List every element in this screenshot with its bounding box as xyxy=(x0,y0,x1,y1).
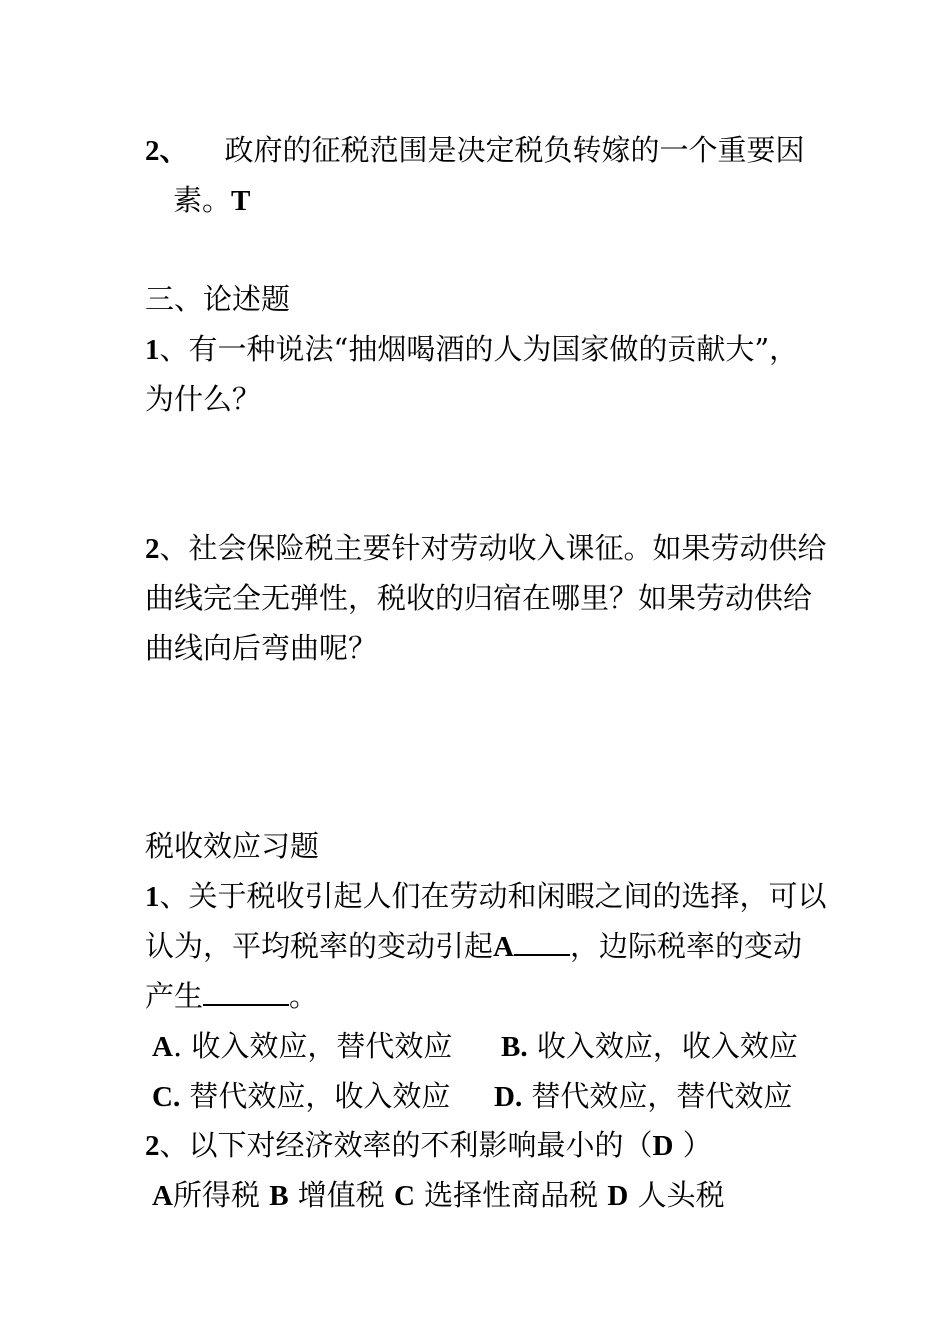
effects-option-b: B. 收入效应，收入效应 xyxy=(501,1029,798,1063)
fill-blank-2 xyxy=(203,974,289,1006)
effects-option-a: A. 收入效应，替代效应 xyxy=(152,1029,453,1063)
effects-question-2: 2、以下对经济效率的不利影响最小的（D ） xyxy=(145,1128,712,1162)
effects-question-2-options: A所得税 B 增值税 C 选择性商品税 D 人头税 xyxy=(152,1178,725,1212)
essay-question-2-line3: 曲线向后弯曲呢？ xyxy=(145,631,378,665)
effects-option-d: D. 替代效应，替代效应 xyxy=(494,1079,793,1113)
essay-question-2-line1: 2、社会保险税主要针对劳动收入课征。如果劳动供给 xyxy=(145,531,827,565)
section-heading-essay: 三、论述题 xyxy=(145,282,291,316)
effects-question-1-line2: 认为，平均税率的变动引起A ，边际税率的变动 xyxy=(145,921,802,972)
tf-question-2-line2: 素。T xyxy=(173,183,251,217)
essay-question-2-line2: 曲线完全无弹性，税收的归宿在哪里？如果劳动供给 xyxy=(145,581,813,615)
tf-question-2-line1: 2、 政府的征税范围是决定税负转嫁的一个重要因 xyxy=(145,133,805,167)
section-heading-tax-effects: 税收效应习题 xyxy=(145,829,320,863)
tf-answer: T xyxy=(231,185,251,217)
effects-question-1-line1: 1、关于税收引起人们在劳动和闲暇之间的选择，可以 xyxy=(145,879,827,913)
effects-question-2-answer: D xyxy=(652,1130,674,1162)
essay-question-1-line1: 1、有一种说法“抽烟喝酒的人为国家做的贡献大”， xyxy=(145,332,799,366)
answer-blank-1: A xyxy=(493,931,514,963)
fill-blank-1 xyxy=(514,924,570,956)
effects-option-c: C. 替代效应，收入效应 xyxy=(152,1079,451,1113)
effects-question-1-line3: 产生 。 xyxy=(145,971,318,1021)
essay-question-1-line2: 为什么？ xyxy=(145,382,262,416)
